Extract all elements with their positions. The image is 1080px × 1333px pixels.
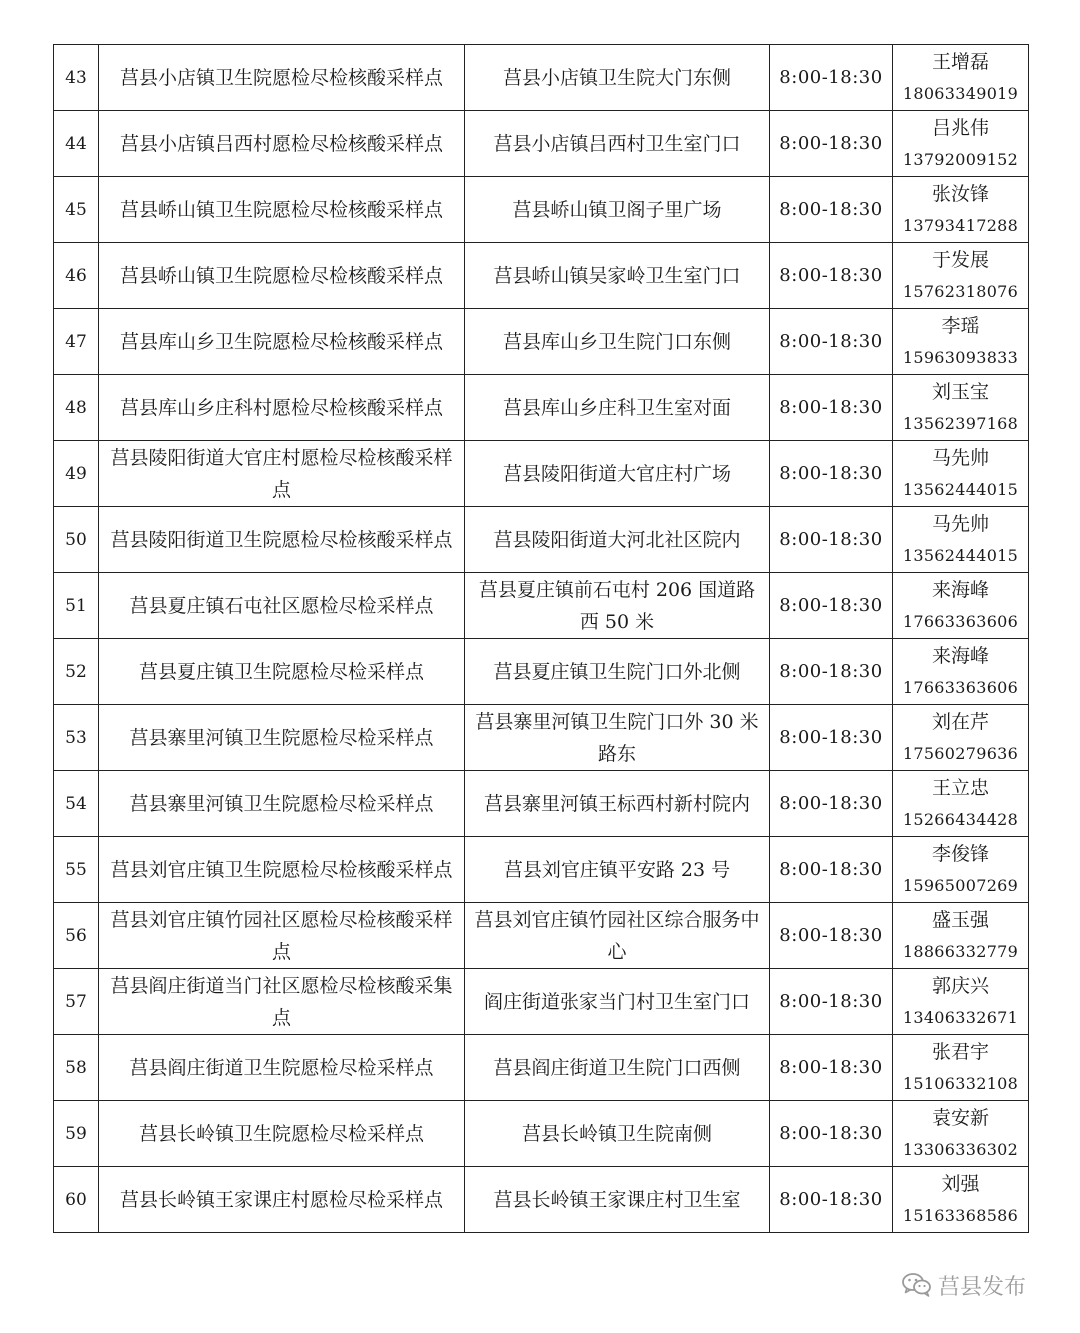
site-hours: 8:00-18:30 bbox=[770, 507, 893, 573]
site-hours: 8:00-18:30 bbox=[770, 243, 893, 309]
site-hours: 8:00-18:30 bbox=[770, 309, 893, 375]
site-contact bbox=[893, 441, 1029, 507]
site-location: 莒县长岭镇王家课庄村卫生室 bbox=[465, 1167, 770, 1233]
site-location: 莒县库山乡庄科卫生室对面 bbox=[465, 375, 770, 441]
wechat-watermark bbox=[902, 1268, 1026, 1302]
site-contact bbox=[893, 903, 1029, 969]
site-contact bbox=[893, 1167, 1029, 1233]
contact-name: 郭庆兴 bbox=[931, 974, 989, 997]
site-contact bbox=[893, 309, 1029, 375]
contact-phone: 15106332108 bbox=[902, 1073, 1019, 1093]
table-row bbox=[54, 969, 1029, 1035]
site-contact bbox=[893, 573, 1029, 639]
row-number: 48 bbox=[54, 375, 99, 441]
site-contact bbox=[893, 771, 1029, 837]
contact-phone: 15965007269 bbox=[902, 875, 1019, 895]
table-row bbox=[54, 375, 1029, 441]
sampling-sites-table-body bbox=[54, 45, 1029, 1233]
table-row bbox=[54, 309, 1029, 375]
contact-phone: 13562444015 bbox=[902, 545, 1019, 565]
site-contact bbox=[893, 1035, 1029, 1101]
site-hours: 8:00-18:30 bbox=[770, 573, 893, 639]
contact-phone: 15963093833 bbox=[902, 347, 1019, 367]
site-hours: 8:00-18:30 bbox=[770, 1167, 893, 1233]
contact-phone: 15762318076 bbox=[902, 281, 1019, 301]
row-number: 51 bbox=[54, 573, 99, 639]
row-number: 43 bbox=[54, 45, 99, 111]
contact-name: 刘强 bbox=[941, 1172, 980, 1195]
contact-name: 王增磊 bbox=[931, 50, 989, 73]
site-name: 莒县刘官庄镇卫生院愿检尽检核酸采样点 bbox=[99, 837, 465, 903]
site-location: 莒县寨里河镇王标西村新村院内 bbox=[465, 771, 770, 837]
contact-phone: 13406332671 bbox=[902, 1007, 1019, 1027]
contact-phone: 17560279636 bbox=[902, 743, 1019, 763]
site-location: 莒县夏庄镇前石屯村 206 国道路西 50 米 bbox=[465, 573, 770, 639]
site-location: 莒县刘官庄镇平安路 23 号 bbox=[465, 837, 770, 903]
contact-name: 马先帅 bbox=[931, 512, 989, 535]
site-location: 莒县陵阳街道大官庄村广场 bbox=[465, 441, 770, 507]
site-location: 莒县夏庄镇卫生院门口外北侧 bbox=[465, 639, 770, 705]
row-number: 45 bbox=[54, 177, 99, 243]
site-hours: 8:00-18:30 bbox=[770, 177, 893, 243]
contact-phone: 15163368586 bbox=[902, 1205, 1019, 1225]
site-location: 莒县库山乡卫生院门口东侧 bbox=[465, 309, 770, 375]
contact-name: 来海峰 bbox=[931, 644, 989, 667]
contact-name: 王立忠 bbox=[931, 776, 989, 799]
site-hours: 8:00-18:30 bbox=[770, 771, 893, 837]
site-contact bbox=[893, 969, 1029, 1035]
site-location: 莒县长岭镇卫生院南侧 bbox=[465, 1101, 770, 1167]
row-number: 55 bbox=[54, 837, 99, 903]
contact-name: 盛玉强 bbox=[931, 908, 989, 931]
table-row bbox=[54, 45, 1029, 111]
row-number: 52 bbox=[54, 639, 99, 705]
contact-name: 张汝锋 bbox=[931, 182, 989, 205]
row-number: 44 bbox=[54, 111, 99, 177]
table-row bbox=[54, 903, 1029, 969]
site-contact bbox=[893, 177, 1029, 243]
site-name: 莒县长岭镇卫生院愿检尽检采样点 bbox=[99, 1101, 465, 1167]
row-number: 60 bbox=[54, 1167, 99, 1233]
site-name: 莒县库山乡卫生院愿检尽检核酸采样点 bbox=[99, 309, 465, 375]
contact-phone: 13306336302 bbox=[902, 1139, 1019, 1159]
site-contact bbox=[893, 375, 1029, 441]
site-location: 莒县陵阳街道大河北社区院内 bbox=[465, 507, 770, 573]
site-name: 莒县长岭镇王家课庄村愿检尽检采样点 bbox=[99, 1167, 465, 1233]
site-name: 莒县小店镇卫生院愿检尽检核酸采样点 bbox=[99, 45, 465, 111]
contact-name: 袁安新 bbox=[931, 1106, 989, 1129]
contact-phone: 17663363606 bbox=[902, 677, 1019, 697]
contact-phone: 18063349019 bbox=[902, 83, 1019, 103]
contact-name: 来海峰 bbox=[931, 578, 989, 601]
site-contact bbox=[893, 639, 1029, 705]
contact-phone: 13562444015 bbox=[902, 479, 1019, 499]
row-number: 46 bbox=[54, 243, 99, 309]
row-number: 57 bbox=[54, 969, 99, 1035]
site-hours: 8:00-18:30 bbox=[770, 375, 893, 441]
site-contact bbox=[893, 1101, 1029, 1167]
contact-phone: 15266434428 bbox=[902, 809, 1019, 829]
row-number: 58 bbox=[54, 1035, 99, 1101]
site-hours: 8:00-18:30 bbox=[770, 837, 893, 903]
site-contact bbox=[893, 45, 1029, 111]
table-row bbox=[54, 243, 1029, 309]
site-hours: 8:00-18:30 bbox=[770, 441, 893, 507]
contact-name: 李俊锋 bbox=[931, 842, 989, 865]
site-location: 莒县峤山镇吴家岭卫生室门口 bbox=[465, 243, 770, 309]
site-name: 莒县陵阳街道大官庄村愿检尽检核酸采样点 bbox=[99, 441, 465, 507]
watermark-text: 莒县发布 bbox=[938, 1274, 1027, 1300]
site-hours: 8:00-18:30 bbox=[770, 45, 893, 111]
site-name: 莒县阎庄街道当门社区愿检尽检核酸采集点 bbox=[99, 969, 465, 1035]
contact-phone: 13792009152 bbox=[902, 149, 1019, 169]
site-name: 莒县刘官庄镇竹园社区愿检尽检核酸采样点 bbox=[99, 903, 465, 969]
table-row bbox=[54, 573, 1029, 639]
table-row bbox=[54, 639, 1029, 705]
table-row bbox=[54, 507, 1029, 573]
contact-name: 马先帅 bbox=[931, 446, 989, 469]
contact-phone: 18866332779 bbox=[902, 941, 1019, 961]
site-hours: 8:00-18:30 bbox=[770, 903, 893, 969]
site-hours: 8:00-18:30 bbox=[770, 639, 893, 705]
row-number: 54 bbox=[54, 771, 99, 837]
row-number: 53 bbox=[54, 705, 99, 771]
row-number: 49 bbox=[54, 441, 99, 507]
table-row bbox=[54, 441, 1029, 507]
sampling-sites-table bbox=[53, 44, 1029, 1233]
site-name: 莒县夏庄镇石屯社区愿检尽检采样点 bbox=[99, 573, 465, 639]
site-hours: 8:00-18:30 bbox=[770, 111, 893, 177]
table-row bbox=[54, 705, 1029, 771]
site-name: 莒县陵阳街道卫生院愿检尽检核酸采样点 bbox=[99, 507, 465, 573]
row-number: 59 bbox=[54, 1101, 99, 1167]
site-location: 莒县阎庄街道卫生院门口西侧 bbox=[465, 1035, 770, 1101]
site-name: 莒县峤山镇卫生院愿检尽检核酸采样点 bbox=[99, 243, 465, 309]
site-name: 莒县小店镇吕西村愿检尽检核酸采样点 bbox=[99, 111, 465, 177]
site-location: 莒县峤山镇卫阁子里广场 bbox=[465, 177, 770, 243]
site-name: 莒县阎庄街道卫生院愿检尽检采样点 bbox=[99, 1035, 465, 1101]
contact-name: 吕兆伟 bbox=[931, 116, 989, 139]
site-contact bbox=[893, 837, 1029, 903]
wechat-icon bbox=[902, 1272, 932, 1298]
table-row bbox=[54, 1101, 1029, 1167]
table-row bbox=[54, 111, 1029, 177]
row-number: 56 bbox=[54, 903, 99, 969]
site-name: 莒县寨里河镇卫生院愿检尽检采样点 bbox=[99, 771, 465, 837]
contact-name: 李瑶 bbox=[941, 314, 980, 337]
contact-name: 张君宇 bbox=[931, 1040, 989, 1063]
table-row bbox=[54, 177, 1029, 243]
table-row bbox=[54, 837, 1029, 903]
contact-name: 于发展 bbox=[931, 248, 989, 271]
contact-name: 刘玉宝 bbox=[931, 380, 989, 403]
table-row bbox=[54, 771, 1029, 837]
site-contact bbox=[893, 243, 1029, 309]
site-location: 莒县小店镇卫生院大门东侧 bbox=[465, 45, 770, 111]
site-name: 莒县库山乡庄科村愿检尽检核酸采样点 bbox=[99, 375, 465, 441]
contact-phone: 13562397168 bbox=[902, 413, 1019, 433]
site-location: 莒县寨里河镇卫生院门口外 30 米路东 bbox=[465, 705, 770, 771]
site-location: 莒县刘官庄镇竹园社区综合服务中心 bbox=[465, 903, 770, 969]
site-contact bbox=[893, 507, 1029, 573]
site-name: 莒县峤山镇卫生院愿检尽检核酸采样点 bbox=[99, 177, 465, 243]
site-hours: 8:00-18:30 bbox=[770, 969, 893, 1035]
site-hours: 8:00-18:30 bbox=[770, 1101, 893, 1167]
site-hours: 8:00-18:30 bbox=[770, 1035, 893, 1101]
table-row bbox=[54, 1167, 1029, 1233]
contact-phone: 17663363606 bbox=[902, 611, 1019, 631]
table-row bbox=[54, 1035, 1029, 1101]
row-number: 50 bbox=[54, 507, 99, 573]
site-contact bbox=[893, 705, 1029, 771]
site-contact bbox=[893, 111, 1029, 177]
row-number: 47 bbox=[54, 309, 99, 375]
site-name: 莒县寨里河镇卫生院愿检尽检采样点 bbox=[99, 705, 465, 771]
contact-name: 刘在芹 bbox=[931, 710, 989, 733]
site-location: 莒县小店镇吕西村卫生室门口 bbox=[465, 111, 770, 177]
site-hours: 8:00-18:30 bbox=[770, 705, 893, 771]
site-name: 莒县夏庄镇卫生院愿检尽检采样点 bbox=[99, 639, 465, 705]
contact-phone: 13793417288 bbox=[902, 215, 1019, 235]
site-location: 阎庄街道张家当门村卫生室门口 bbox=[465, 969, 770, 1035]
